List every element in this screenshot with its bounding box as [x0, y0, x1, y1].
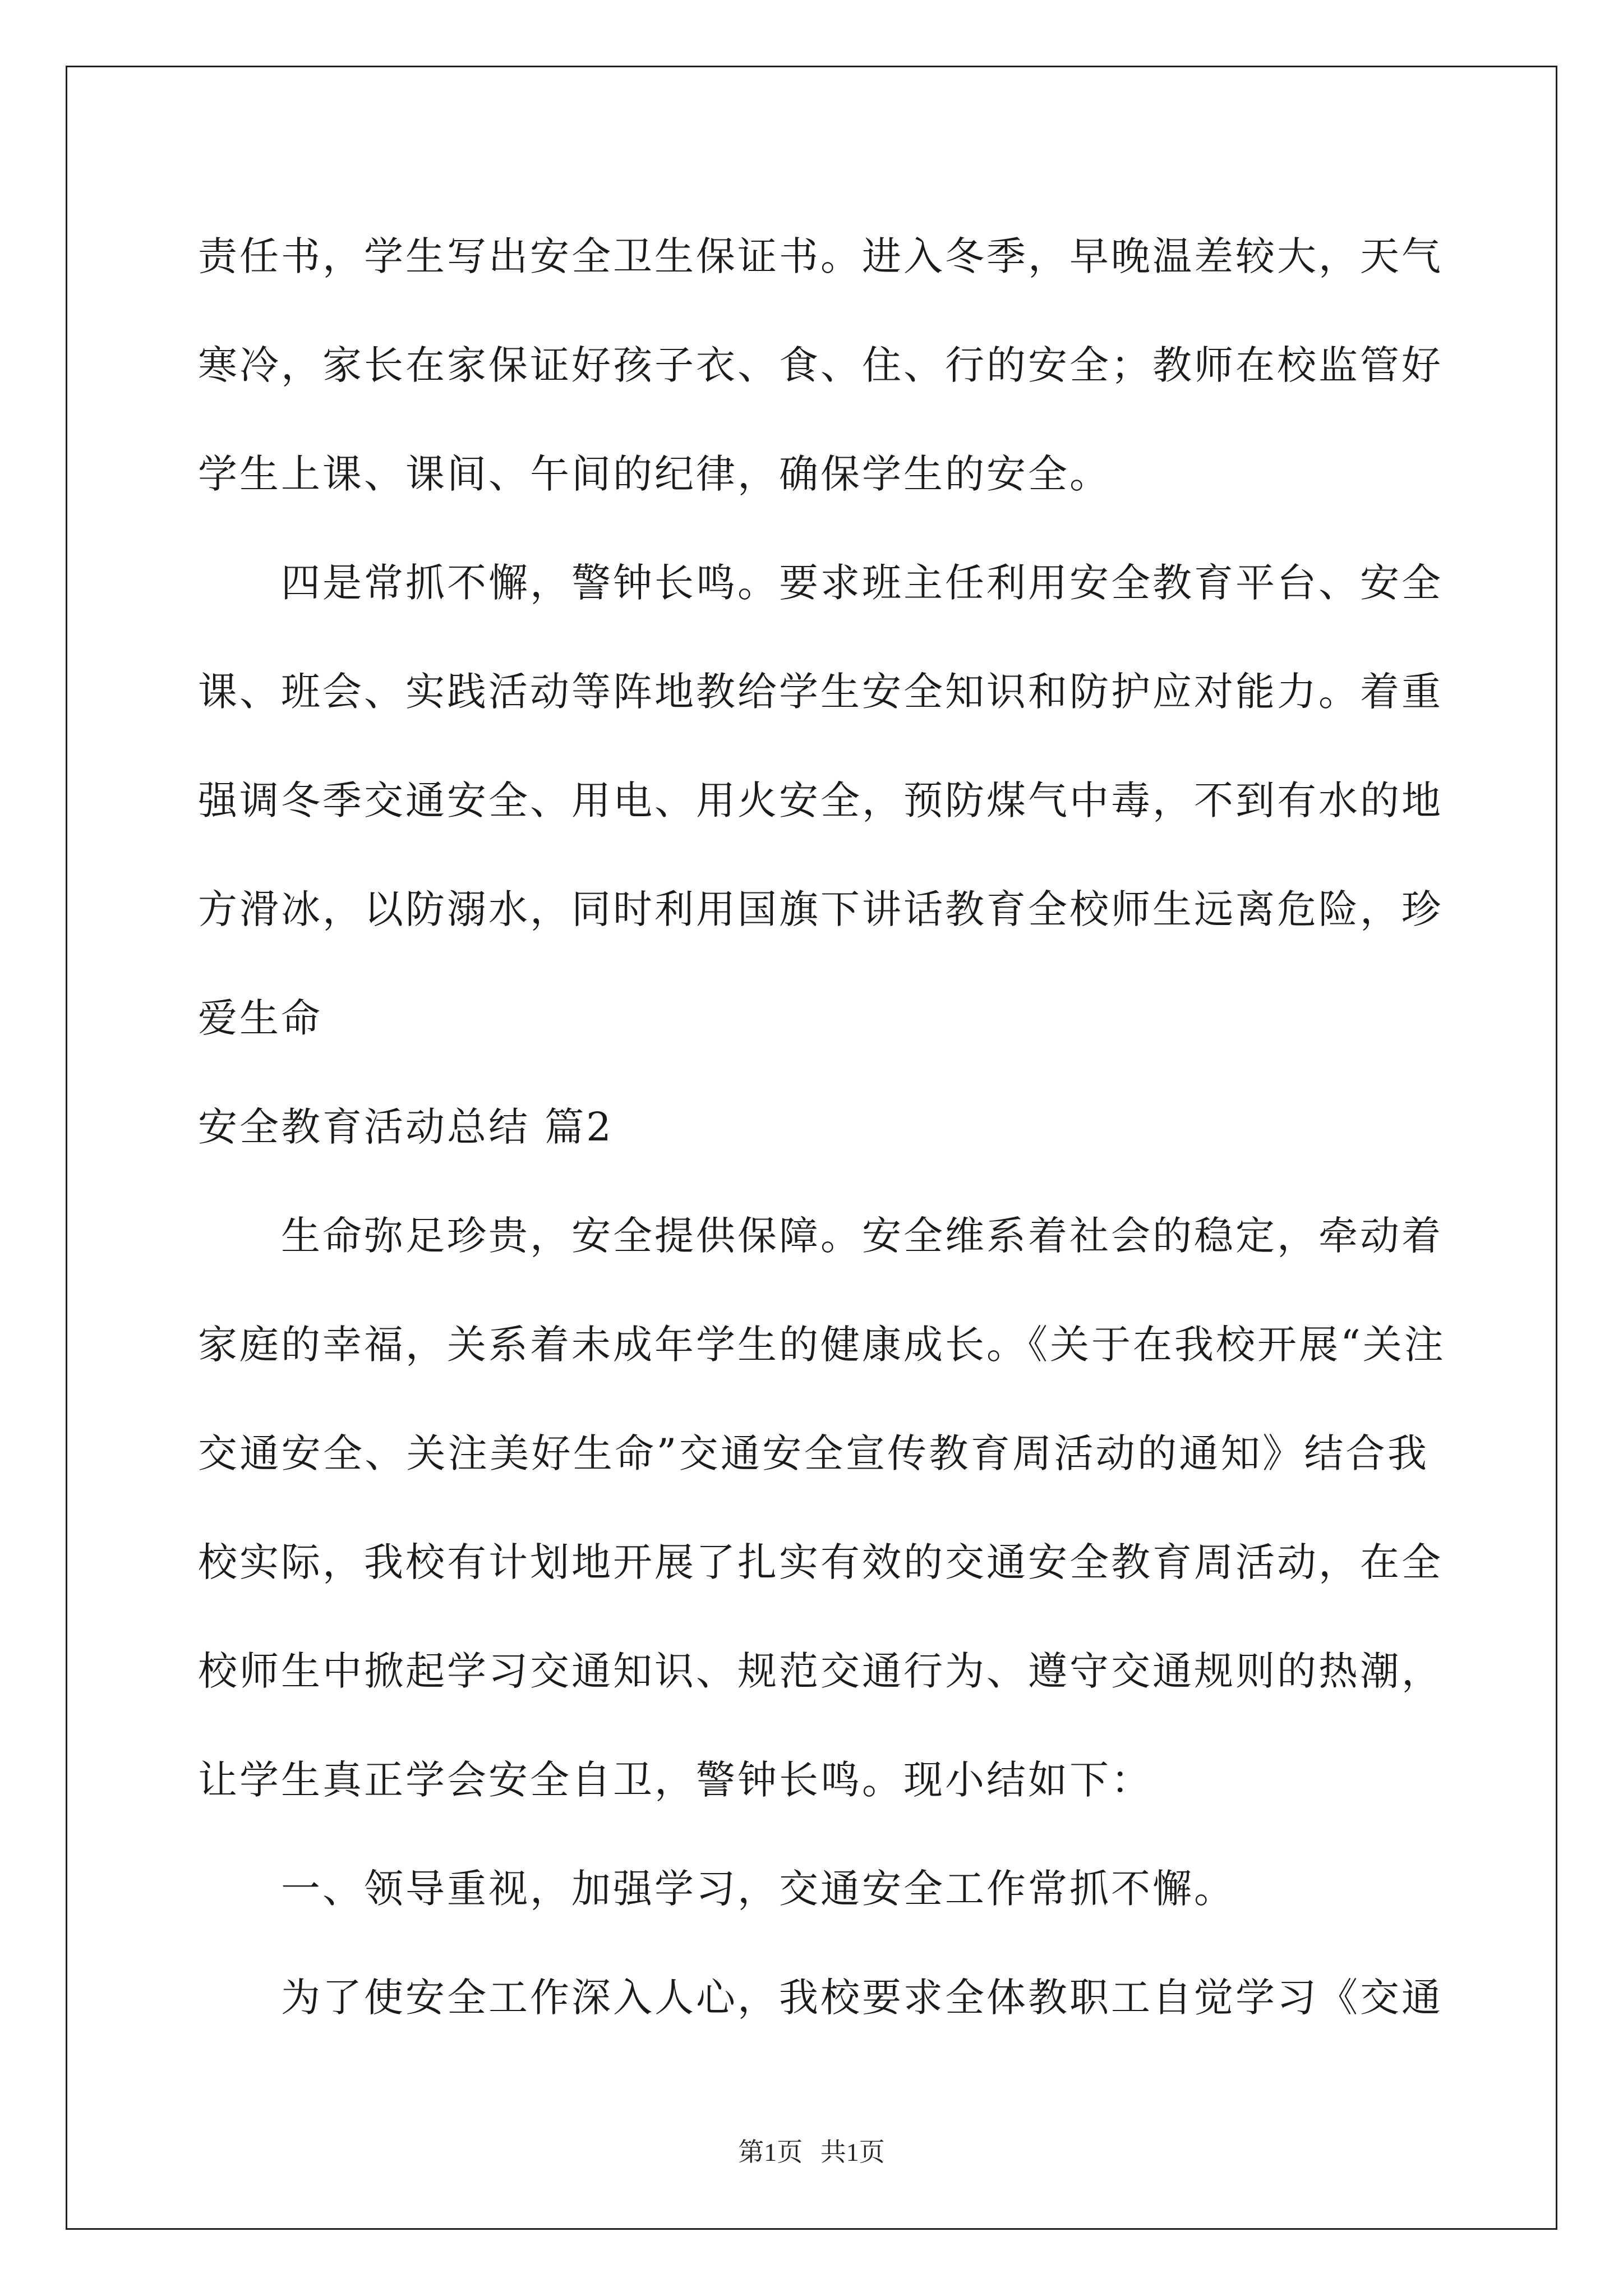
- text-line: 校实际，我校有计划地开展了扎实有效的交通安全教育周活动，在全: [198, 1539, 1443, 1585]
- text-line: 课、班会、实践活动等阵地教给学生安全知识和防护应对能力。着重: [198, 669, 1443, 715]
- paragraph-start-line: 四是常抓不懈，警钟长鸣。要求班主任利用安全教育平台、安全: [281, 560, 1443, 606]
- paragraph-start-line: 为了使安全工作深入人心，我校要求全体教职工自觉学习《交通: [281, 1975, 1443, 2021]
- text-line: 责任书，学生写出安全卫生保证书。进入冬季，早晚温差较大，天气: [198, 233, 1443, 279]
- page-footer: [0, 2132, 1623, 2169]
- text-line: 学生上课、课间、午间的纪律，确保学生的安全。: [198, 451, 1111, 497]
- text-line: 寒冷，家长在家保证好孩子衣、食、住、行的安全；教师在校监管好: [198, 342, 1443, 388]
- paragraph-start-line: 一、领导重视，加强学习，交通安全工作常抓不懈。: [281, 1866, 1235, 1912]
- document-body: [198, 202, 1446, 2052]
- paragraph-start-line: 生命弥足珍贵，安全提供保障。安全维系着社会的稳定，牵动着: [281, 1213, 1443, 1259]
- text-line: 方滑冰，以防溺水，同时利用国旗下讲话教育全校师生远离危险，珍: [198, 886, 1443, 932]
- text-line: 爱生命: [198, 995, 322, 1041]
- text-line: 交通安全、关注美好生命”交通安全宣传教育周活动的通知》结合我: [198, 1430, 1429, 1476]
- page-total: 共1页: [820, 2138, 885, 2166]
- text-line: 家庭的幸福，关系着未成年学生的健康成长。《关于在我校开展“关注: [198, 1322, 1446, 1368]
- section-heading: 安全教育活动总结 篇2: [198, 1104, 614, 1150]
- text-line: 校师生中掀起学习交通知识、规范交通行为、遵守交通规则的热潮，: [198, 1648, 1443, 1694]
- text-line: 让学生真正学会安全自卫，警钟长鸣。现小结如下：: [198, 1757, 1152, 1803]
- page-number: 第1页: [738, 2138, 803, 2166]
- text-line: 强调冬季交通安全、用电、用火安全，预防煤气中毒，不到有水的地: [198, 777, 1443, 823]
